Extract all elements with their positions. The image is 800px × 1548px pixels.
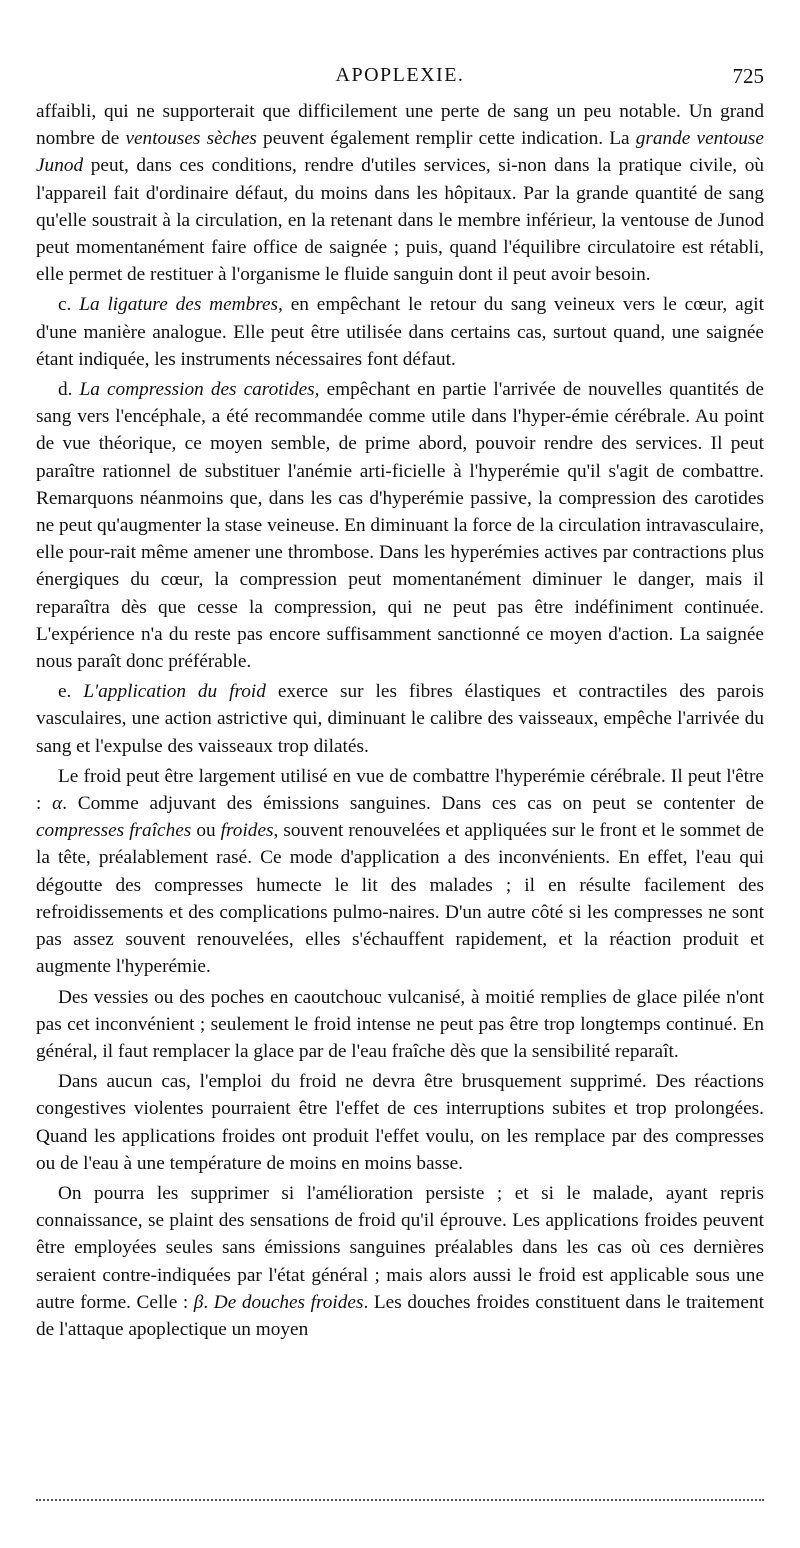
italic-text: compresses fraîches bbox=[36, 820, 192, 842]
italic-text: grande ventouse Junod bbox=[36, 128, 764, 177]
italic-text: L'application du froid bbox=[83, 681, 266, 703]
paragraph bbox=[36, 984, 764, 1066]
italic-text: ventouses sèches bbox=[125, 128, 257, 150]
italic-text: α bbox=[52, 793, 63, 815]
italic-text: froides bbox=[220, 820, 274, 842]
italic-text: La compression des carotides, bbox=[79, 379, 320, 401]
text-run: , souvent renouvelées et appliquées sur le front et le sommet de la tête, préalablement rasé. Ce mode d'application a des inconvénients. En effet, l'eau qui dégoutte des compresses humecte le lit des malades ; il en résulte facilement des refroidissements et des complications pulmo-naires. D'un autre côté si les compresses ne sont pas assez souvent renouvelées, elles s'échauffent rapidement, et la réaction produit et augmente l'hyperémie. bbox=[36, 820, 765, 978]
body-text bbox=[36, 98, 764, 1346]
text-run: . Les douches froides constituent dans le traitement de l'attaque apoplectique un moyen bbox=[36, 1291, 764, 1340]
text-run: Dans aucun cas, l'emploi du froid ne devra être brusquement supprimé. Des réactions congestives violentes pourraient être l'effet de ces interruptions subites et trop prolongées. Quand les applications froides ont produit l'effet voulu, on les remplace par des compresses ou de l'eau à une température de moins en moins basse. bbox=[36, 1071, 764, 1174]
italic-text: De douches froides bbox=[213, 1291, 364, 1313]
italic-text: La ligature des membres, bbox=[79, 294, 283, 316]
text-run: On pourra les supprimer si l'amélioration persiste ; et si le malade, ayant repris connaissance, se plaint des sensations de froid qu'il éprouve. Les applications froides peuvent être employées seules sans émissions sanguines préalables dans les cas où ces dernières seraient contre-indiquées par l'état général ; mais alors aussi le froid est applicable sous une autre forme. Celle : bbox=[36, 1182, 764, 1313]
text-run: affaibli, qui ne supporterait que difficilement une perte de sang un peu notable. Un grand nombre de bbox=[36, 101, 764, 150]
paragraph bbox=[36, 1068, 764, 1177]
running-title: APOPLEXIE. bbox=[335, 64, 465, 86]
page-header bbox=[36, 64, 764, 94]
text-run: . Comme adjuvant des émissions sanguines. Dans ces cas on peut se contenter de bbox=[62, 793, 764, 815]
paragraph bbox=[36, 98, 764, 288]
text-run: Le froid peut être largement utilisé en vue de combattre l'hyperémie cérébrale. Il peut l'être : bbox=[36, 765, 764, 815]
text-run: . bbox=[203, 1291, 214, 1313]
text-run: e. bbox=[58, 681, 84, 703]
italic-text: β bbox=[193, 1291, 204, 1313]
text-run: peut, dans ces conditions, rendre d'utiles services, si-non dans la pratique civile, où l'appareil fait d'ordinaire défaut, du moins dans les hôpitaux. Par la grande quantité de sang qu'elle soustrait à la circulation, en la retenant dans le membre inférieur, la ventouse de Junod peut momentanément faire office de saignée ; puis, quand l'équilibre circulatoire est rétabli, elle permet de restituer à l'organisme le fluide sanguin dont il peut avoir besoin. bbox=[36, 155, 764, 286]
text-run: ou bbox=[191, 820, 221, 842]
paragraph bbox=[36, 763, 764, 981]
paragraph bbox=[36, 678, 764, 760]
text-run: c. bbox=[58, 294, 80, 316]
text-run: peuvent également remplir cette indication. La bbox=[256, 128, 636, 150]
paragraph bbox=[36, 1180, 764, 1343]
text-run: Des vessies ou des poches en caoutchouc vulcanisé, à moitié remplies de glace pilée n'ont pas cet inconvénient ; seulement le froid intense ne peut pas être trop longtemps continué. En général, il faut remplacer la glace par de l'eau fraîche dès que la sensibilité reparaît. bbox=[36, 986, 764, 1062]
footer-dotted-rule bbox=[36, 1499, 764, 1501]
text-run: empêchant en partie l'arrivée de nouvelles quantités de sang vers l'encéphale, a été recommandée comme utile dans l'hyper-émie cérébrale. Au point de vue théorique, ce moyen semble, de prime abord, pouvoir rendre des services. Il peut paraître rationnel de substituer l'anémie arti-ficielle à l'hyperémie qu'il s'agit de combattre. Remarquons néanmoins que, dans les cas d'hyperémie passive, la compression des carotides ne peut qu'augmenter la stase veineuse. En diminuant la force de la circulation intravasculaire, elle pour-rait même amener une thrombose. Dans les hyperémies actives par contractions plus énergiques du cœur, la compression peut momentanément diminuer le danger, mais il reparaîtra dès que cesse la compression, qui ne peut pas être indéfiniment continuée. L'expérience n'a du reste pas encore suffisamment sanctionné ce moyen d'action. La saignée nous paraît donc préférable. bbox=[36, 379, 764, 673]
page-number: 725 bbox=[732, 64, 764, 88]
paragraph bbox=[36, 291, 764, 373]
paragraph bbox=[36, 376, 764, 675]
text-run: en empêchant le retour du sang veineux vers le cœur, agit d'une manière analogue. Elle peut être utilisée dans certains cas, surtout quand, une saignée étant indiquée, les instruments nécessaires font défaut. bbox=[36, 294, 765, 370]
text-run: d. bbox=[58, 379, 80, 401]
text-run: exerce sur les fibres élastiques et contractiles des parois vasculaires, une action astrictive qui, diminuant le calibre des vaisseaux, empêche l'arrivée du sang et l'expulse des vaisseaux trop dilatés. bbox=[36, 681, 765, 757]
